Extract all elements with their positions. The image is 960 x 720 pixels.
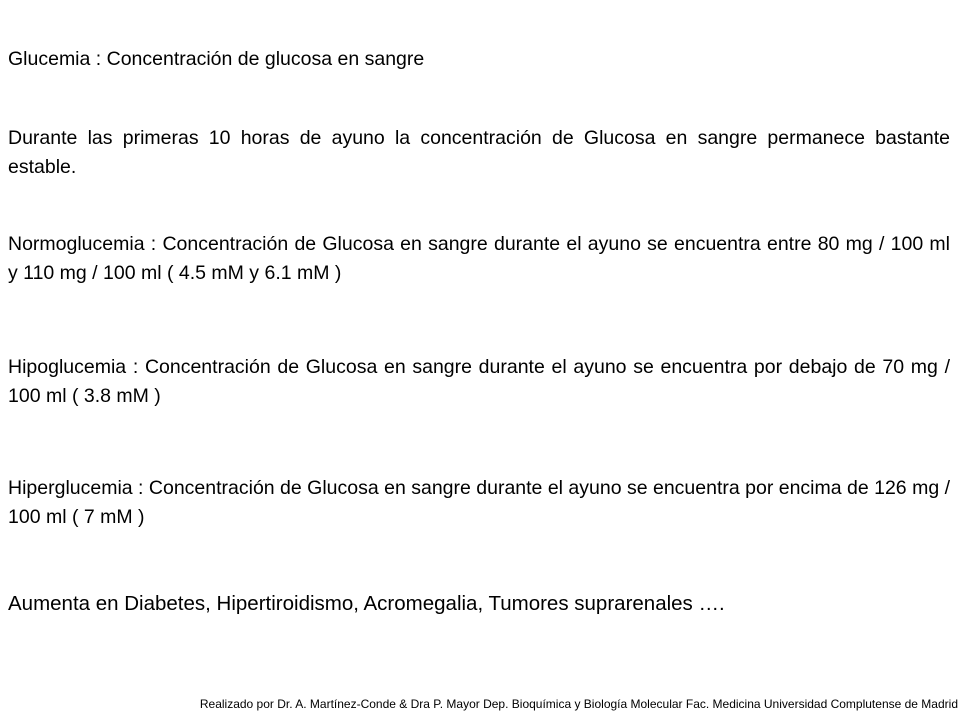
increase-causes-paragraph: Aumenta en Diabetes, Hipertiroidismo, Acromegalia, Tumores suprarenales ….	[8, 592, 725, 615]
hyperglycemia-paragraph: Hiperglucemia : Concentración de Glucosa en sangre durante el ayuno se encuentra por encima de 126 mg / 100 ml ( 7 mM )	[8, 477, 950, 528]
normoglycemia-paragraph: Normoglucemia : Concentración de Glucosa en sangre durante el ayuno se encuentra entre 80 mg / 100 ml y 110 mg / 100 ml ( 4.5 mM y 6.1 mM )	[8, 233, 950, 284]
hypoglycemia-paragraph: Hipoglucemia : Concentración de Glucosa en sangre durante el ayuno se encuentra por debajo de 70 mg / 100 ml ( 3.8 mM )	[8, 356, 950, 407]
footer-credit: Realizado por Dr. A. Martínez-Conde & Dra P. Mayor Dep. Bioquímica y Biología Molecular Fac. Medicina Universidad Complutense de Madrid	[199, 697, 958, 711]
slide-title: Glucemia : Concentración de glucosa en sangre	[8, 48, 425, 70]
fasting-paragraph: Durante las primeras 10 horas de ayuno la concentración de Glucosa en sangre permanece bastante estable.	[8, 127, 950, 178]
